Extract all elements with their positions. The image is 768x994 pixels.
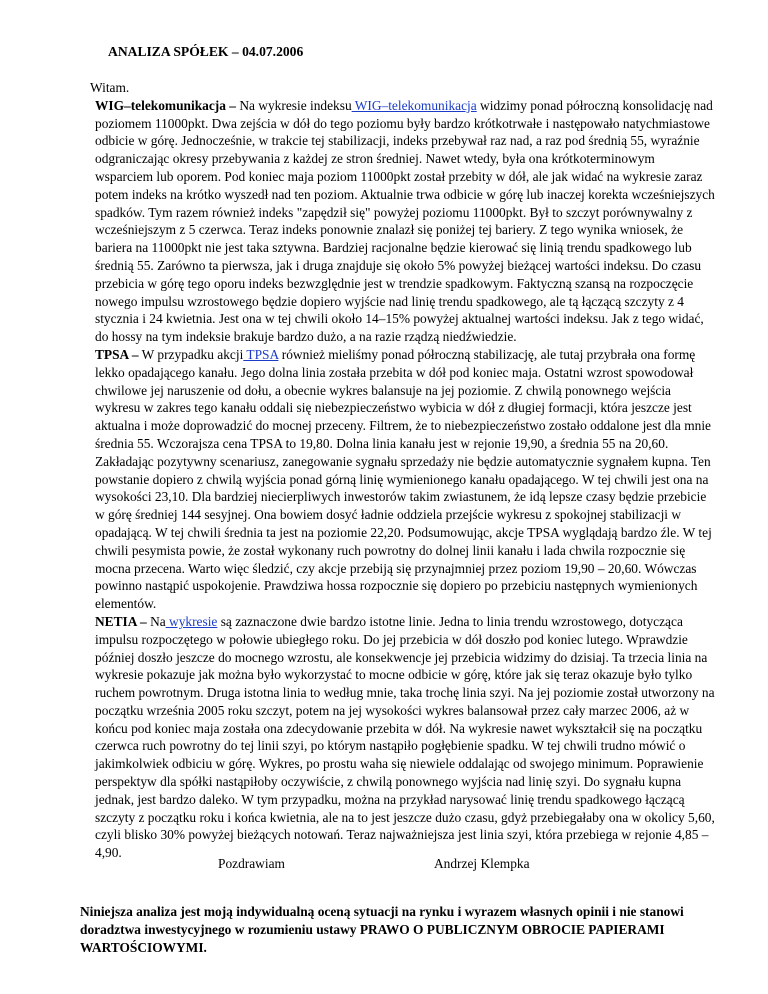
page-title: ANALIZA SPÓŁEK – 04.07.2006 — [108, 44, 304, 59]
section-text-tpsa: również mieliśmy ponad półroczną stabilizację, ale tutaj przybrała ona formę lekko opadającego kanału. Jego dolna linia została przebita w dół pod koniec maja. Ostatni wzrost spowodował chwilowe jej naruszenie od dołu, a obecnie wykres balansuje na jej poziomie. Z chwilą ponownego wejścia wykresu w zakres tego kanału oddali się niebezpieczeństwo wybicia w dół z długiej formacji, która jeszcze jest aktualna i może doprowadzić do mocnej przeceny. Filtrem, że to niebezpieczeństwo zostało oddalone jest dla mnie średnia 55. Wczorajsza cena TPSA to 19,80. Dolna linia kanału jest w rejonie 19,90, a średnia 55 na 20,60. Zakładając pozytywny scenariusz, zanegowanie sygnału sprzedaży nie będzie automatycznie sygnałem kupna. Ten powstanie dopiero z chwilą wyjścia ponad górną linię wymienionego kanału opadającego. W tej chwili jest ona na wysokości 23,10. Dla bardziej niecierpliwych inwestorów takim zwiastunem, że idą lepsze czasy będzie przebicie w górę średniej 144 sesyjnej. Ona bowiem dosyć ładnie oddziela przejście wykresu z spokojnej stabilizacji w opadającą. W tej chwili średnia ta jest na poziomie 22,20. Podsumowując, akcje TPSA wyglądają bardzo źle. W tej chwili pesymista powie, że został wykonany ruch powrotny do dolnej linii kanału i lada chwila rozpocznie się mocna przecena. Warto więc śledzić, czy akcje przebiją się przynajmniej przez poziom 19,90 – 20,60. Wówczas powinno nastąpić uspokojenie. Prawdziwa hossa rozpocznie się dopiero po przebiciu następnych wymienionych elementów. — [95, 346, 712, 612]
section-text-wig-intro: Na wykresie indeksu — [235, 97, 352, 113]
section-wig-telekomunikacja — [80, 97, 716, 346]
section-heading-netia: NETIA – — [95, 613, 147, 629]
section-tpsa — [80, 346, 716, 613]
section-heading-tpsa: TPSA – — [95, 346, 139, 362]
tpsa-chart-link[interactable]: TPSA — [243, 346, 279, 362]
section-text-wig: widzimy ponad półroczną konsolidację nad poziomem 11000pkt. Dwa zejścia w dół do tego poziomu były bardzo krótkotrwałe i następowało natychmiastowe odbicie w górę. Jednocześnie, w trakcie tej stabilizacji, indeks przebywał raz nad, a raz pod średnią 55, wyraźnie odgraniczając okresy przebywania z każdej ze stron średniej. Nawet wtedy, była ona krótkoterminowym wsparciem lub oporem. Pod koniec maja poziom 11000pkt został przebity w dół, ale jak widać na wykresie zaraz potem indeks na krótko wyszedł nad ten poziom. Aktualnie trwa odbicie w górę lub inaczej korekta wcześniejszych spadków. Tym razem również indeks "zapędził się" powyżej poziomu 11000pkt. Był to szczyt porównywalny z wcześniejszym z 5 czerwca. Teraz indeks ponownie znalazł się poniżej tej bariery. Z tego wynika wniosek, że bariera na 11000pkt nie jest taka sztywna. Bardziej racjonalne będzie kierować się linią trendu spadkowego lub średnią 55. Zarówno ta pierwsza, jak i druga znajduje się około 5% powyżej bieżącej wartości indeksu. Do czasu przebicia w górę tego oporu indeks bezwzględnie jest w trendzie spadkowym. Faktyczną szansą na rozpoczęcie nowego impulsu wzrostowego będzie dopiero wyjście nad linię trendu spadkowego, ale tą łączącą szczyty z 4 stycznia i 24 kwietnia. Jest ona w tej chwili około 14–15% powyżej aktualnej wartości indeksu. Jak z tego widać, do hossy na tym indeksie brakuje bardzo dużo, a na razie rządzą niedźwiedzie. — [95, 97, 715, 345]
section-text-netia: są zaznaczone dwie bardzo istotne linie. Jedna to linia trendu wzrostowego, dotycząca impulsu rozpoczętego w połowie ubiegłego roku. Do jej przebicia w dół doszło pod koniec lutego. Wprawdzie później doszło jeszcze do mocnego wzrostu, ale konsekwencje jej przebicia widzimy do dzisiaj. Ta trzecia linia na wykresie pokazuje jak można było wykorzystać to mocne odbicie w górę, które jak się teraz okazuje było tylko ruchem powrotnym. Druga istotna linia to według mnie, taka trochę linia szyi. Na jej poziomie został utworzony na początku września 2005 roku szczyt, potem na jej wysokości wykres balansował przez cały marzec 2006, aż w końcu pod koniec maja została ona zdecydowanie przebita w dół. Na wykresie nawet wykształcił się na początku czerwca ruch powrotny do tej linii szyi, po którym nastąpiło pogłębienie spadku. W tej chwili trudno mówić o jakimkolwiek odbiciu w górę. Wykres, po prostu waha się niewiele oddalając od swojego minimum. Poprawienie perspektyw dla spółki nastąpiłoby oczywiście, z chwilą ponownego wyjścia nad linię szyi. Do sygnału kupna jednak, jest bardzo daleko. W tym przypadku, można na przykład narysować linię trendu spadkowego łączącą szczyty z początku roku i końca kwietnia, ale na to jest jeszcze dużo czasu, gdyż przebiegałaby ona w okolicy 5,60, czyli blisko 30% powyżej bieżących notowań. Teraz najważniejsza jest linia szyi, która przebiega w rejonie 4,85 – 4,90. — [95, 613, 715, 861]
greeting: Witam. — [90, 80, 130, 95]
section-heading-wig: WIG–telekomunikacja – — [95, 97, 236, 113]
author-name: Andrzej Klempka — [434, 856, 530, 871]
section-netia — [80, 613, 716, 862]
disclaimer: Niniejsza analiza jest moją indywidualną oceną sytuacji na rynku i wyrazem własnych opinii i nie stanowi doradztwa inwestycyjnego w rozumieniu ustawy PRAWO O PUBLICZNYM OBROCIE PAPIERAMI WARTOŚCIOWYMI. — [80, 904, 684, 955]
section-text-netia-intro: Na — [146, 613, 166, 629]
section-text-tpsa-intro: W przypadku akcji — [138, 346, 244, 362]
article-body — [80, 79, 716, 862]
closing-greeting: Pozdrawiam — [218, 856, 285, 871]
wig-chart-link[interactable]: WIG–telekomunikacja — [351, 97, 477, 113]
netia-chart-link[interactable]: wykresie — [165, 613, 218, 629]
